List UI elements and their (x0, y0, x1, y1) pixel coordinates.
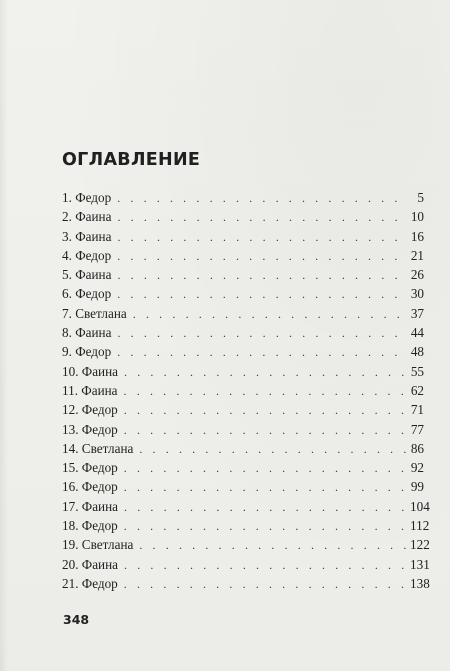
toc-entry-page: 48 (410, 344, 424, 360)
toc-entry (62, 362, 424, 381)
toc-dot-leader (117, 208, 406, 227)
toc-entry-title: 2. Фаина (62, 209, 112, 225)
toc-entry-title: 12. Федор (62, 402, 118, 418)
toc-entry-title: 5. Фаина (62, 267, 112, 283)
toc-entry (62, 304, 424, 323)
toc-dot-leader (124, 517, 406, 536)
toc-entry-title: 20. Фаина (62, 556, 119, 572)
toc-dot-leader (117, 324, 406, 343)
toc-entry-page: 37 (410, 305, 424, 321)
table-of-contents (62, 188, 430, 593)
toc-dot-leader (124, 363, 406, 382)
page-number: 348 (63, 612, 90, 627)
toc-entry-page: 62 (410, 382, 424, 398)
toc-entry-title: 13. Федор (62, 421, 118, 437)
toc-entry-title: 6. Федор (62, 286, 112, 302)
toc-entry-page: 77 (410, 421, 424, 437)
toc-entry-title: 21. Федор (62, 575, 118, 591)
toc-entry-title: 9. Федор (62, 344, 112, 360)
toc-entry (62, 246, 424, 265)
toc-entry-title: 17. Фаина (62, 498, 119, 514)
show-through-text (70, 28, 430, 148)
toc-entry-page: 30 (410, 286, 424, 302)
toc-entry-page: 26 (410, 267, 424, 283)
toc-entry-title: 15. Федор (62, 460, 118, 476)
page-edge-shadow (0, 0, 8, 671)
toc-entry (62, 227, 424, 246)
toc-entry-title: 7. Светлана (62, 305, 127, 321)
toc-dot-leader (117, 247, 406, 266)
toc-dot-leader (124, 459, 406, 478)
toc-entry (62, 400, 424, 419)
toc-entry-page: 99 (410, 479, 424, 495)
toc-entry-page: 71 (410, 402, 424, 418)
toc-dot-leader (139, 440, 406, 459)
toc-entry (62, 207, 424, 226)
toc-entry-title: 10. Фаина (62, 363, 119, 379)
toc-entry-page: 44 (410, 325, 424, 341)
toc-entry (62, 265, 424, 284)
toc-entry (62, 574, 430, 593)
toc-entry-page: 5 (417, 190, 424, 205)
toc-entry (62, 516, 430, 535)
toc-entry-title: 1. Федор (62, 190, 112, 205)
toc-entry (62, 342, 424, 361)
toc-dot-leader (124, 382, 406, 401)
toc-dot-leader (124, 575, 406, 594)
toc-entry-page: 131 (410, 556, 430, 572)
toc-dot-leader (124, 556, 406, 575)
toc-dot-leader (117, 343, 406, 362)
toc-entry-page: 92 (410, 460, 424, 476)
toc-entry-page: 104 (410, 498, 430, 514)
toc-dot-leader (117, 228, 406, 247)
toc-dot-leader (124, 498, 406, 517)
toc-entry (62, 535, 430, 554)
toc-entry-title: 18. Федор (62, 518, 118, 534)
toc-entry-title: 4. Федор (62, 247, 112, 263)
toc-entry-page: 21 (410, 247, 424, 263)
toc-dot-leader (133, 305, 406, 324)
toc-entry-page: 112 (410, 518, 430, 534)
toc-entry (62, 284, 424, 303)
toc-entry (62, 381, 424, 400)
toc-entry (62, 477, 424, 496)
toc-entry-page: 138 (410, 575, 430, 591)
toc-entry-title: 8. Фаина (62, 325, 112, 341)
toc-entry-page: 16 (410, 228, 424, 244)
toc-entry-page: 55 (410, 363, 424, 379)
toc-entry-title: 16. Федор (62, 479, 118, 495)
toc-dot-leader (124, 478, 406, 497)
toc-entry (62, 420, 424, 439)
toc-entry (62, 439, 424, 458)
toc-dot-leader (124, 401, 406, 420)
toc-entry-title: 3. Фаина (62, 228, 112, 244)
page-title: ОГЛАВЛЕНИЕ (62, 150, 201, 170)
toc-dot-leader (117, 189, 406, 208)
toc-dot-leader (139, 536, 406, 555)
toc-entry-page: 10 (410, 209, 424, 225)
toc-entry (62, 458, 424, 477)
toc-dot-leader (124, 421, 406, 440)
toc-entry (62, 497, 430, 516)
toc-entry-page: 86 (410, 440, 424, 456)
toc-entry-title: 19. Светлана (62, 537, 134, 553)
toc-dot-leader (117, 285, 406, 304)
toc-dot-leader (117, 266, 406, 285)
toc-entry (62, 555, 430, 574)
toc-entry (62, 323, 424, 342)
toc-entry-title: 11. Фаина (62, 382, 118, 398)
toc-entry (62, 188, 424, 207)
toc-entry-page: 122 (410, 537, 430, 553)
toc-entry-title: 14. Светлана (62, 440, 134, 456)
